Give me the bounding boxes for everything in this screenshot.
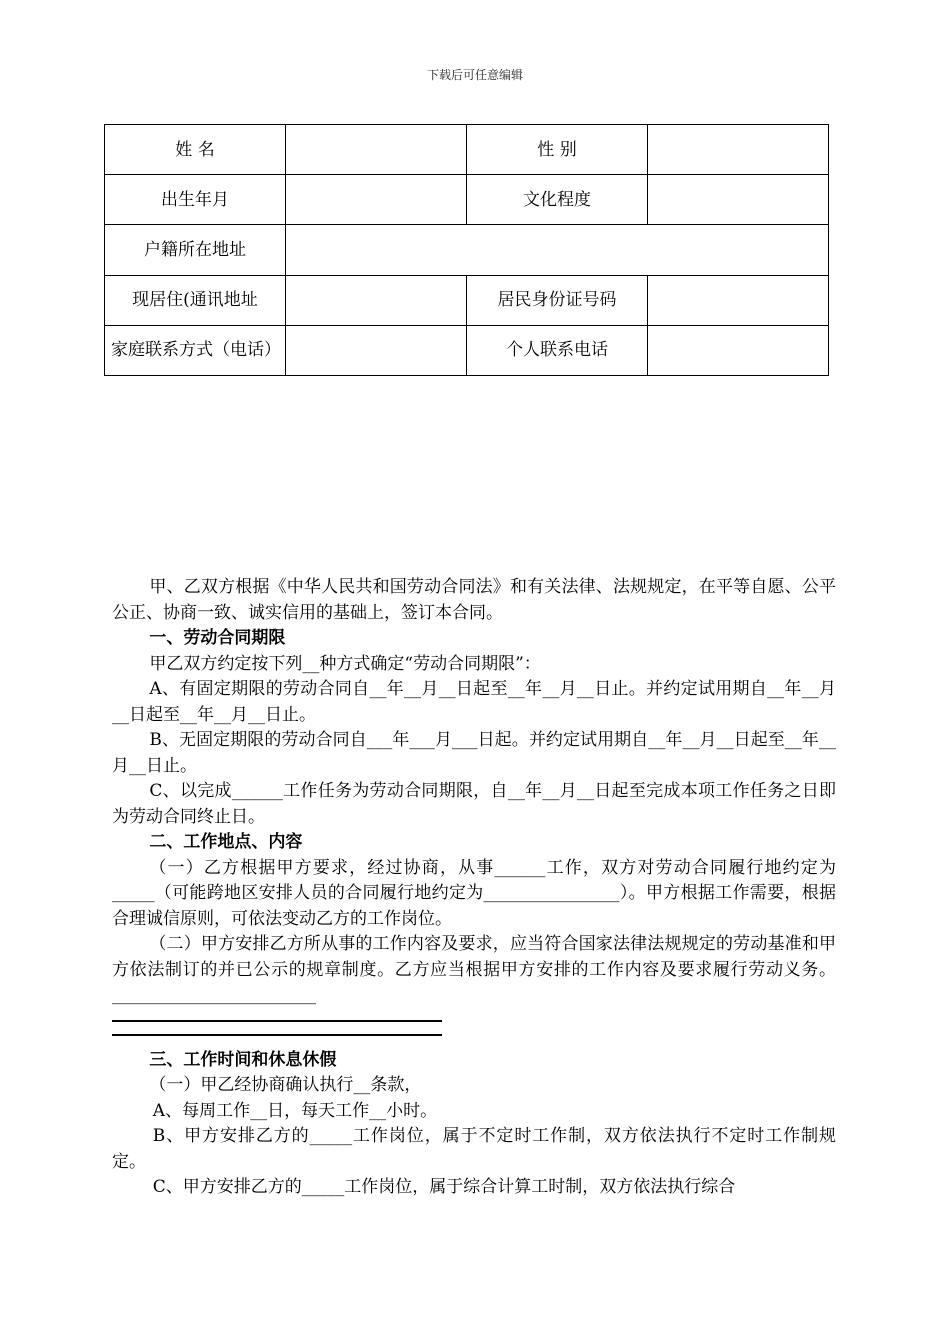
section-heading-2: 二、工作地点、内容 — [149, 832, 303, 852]
paragraph-hours-option: （一）甲乙经协商确认执行__条款， — [149, 1075, 422, 1095]
paragraph-hours-a: A、每周工作__日，每天工作__小时。 — [152, 1100, 438, 1121]
section-heading-3: 三、工作时间和休息休假 — [149, 1049, 337, 1070]
value-personal-phone[interactable] — [648, 325, 829, 375]
table-row — [105, 225, 829, 275]
paragraph-term-method: 甲乙双方约定按下列__种方式确定“劳动合同期限”： — [149, 653, 541, 674]
label-household-address: 户籍所在地址 — [105, 225, 286, 275]
blank-line — [112, 1034, 442, 1036]
label-personal-phone: 个人联系电话 — [467, 325, 648, 375]
value-current-address[interactable] — [286, 275, 467, 325]
personal-info-table — [104, 124, 829, 376]
paragraph-work-content: （二）甲方安排乙方所从事的工作内容及要求，应当符合国家法律法规规定的劳动基准和甲方依法制订的并已公示的规章制度。乙方应当根据甲方安排的工作内容及要求履行劳动义务。________________________ — [112, 934, 836, 1005]
table-row — [105, 325, 829, 375]
value-education[interactable] — [648, 175, 829, 225]
value-id-number[interactable] — [648, 275, 829, 325]
value-household-address[interactable] — [286, 225, 829, 275]
label-birth: 出生年月 — [105, 175, 286, 225]
paragraph-term-a: A、有固定期限的劳动合同自__年__月__日起至__年__月__日止。并约定试用期自__年__月__日起至__年__月__日止。 — [112, 679, 836, 725]
value-birth[interactable] — [286, 175, 467, 225]
paragraph-work-place: （一）乙方根据甲方要求，经过协商，从事______工作，双方对劳动合同履行地约定为_____（可能跨地区安排人员的合同履行地约定为________________）。甲方根据工作需要，根据合理诚信原则，可依法变动乙方的工作岗位。 — [112, 857, 836, 929]
table-row — [105, 275, 829, 325]
label-family-contact: 家庭联系方式（电话） — [105, 325, 286, 375]
value-gender[interactable] — [648, 125, 829, 175]
table-row — [105, 125, 829, 175]
paragraph-hours-b: B、甲方安排乙方的_____工作岗位，属于不定时工作制，双方依法执行不定时工作制规定。 — [112, 1126, 836, 1172]
label-education: 文化程度 — [467, 175, 648, 225]
label-current-address: 现居住(通讯地址 — [105, 275, 286, 325]
value-family-contact[interactable] — [286, 325, 467, 375]
paragraph-hours-c: C、甲方安排乙方的_____工作岗位，属于综合计算工时制，双方依法执行综合 — [152, 1177, 736, 1197]
paragraph-intro: 甲、乙双方根据《中华人民共和国劳动合同法》和有关法律、法规规定，在平等自愿、公平公正、协商一致、诚实信用的基础上，签订本合同。 — [112, 577, 836, 623]
table-row — [105, 175, 829, 225]
label-id-number: 居民身份证号码 — [467, 275, 648, 325]
blank-line — [112, 1020, 442, 1022]
paragraph-term-b: B、无固定期限的劳动合同自___年___月___日起。并约定试用期自__年__月__日起至__年__月__日止。 — [112, 730, 836, 776]
value-name[interactable] — [286, 125, 467, 175]
label-gender: 性 别 — [467, 125, 648, 175]
section-heading-1: 一、劳动合同期限 — [149, 628, 286, 648]
header-note: 下载后可任意编辑 — [426, 68, 523, 82]
contract-body — [112, 575, 836, 1201]
paragraph-term-c: C、以完成______工作任务为劳动合同期限，自__年__月__日起至完成本项工作任务之日即为劳动合同终止日。 — [112, 781, 836, 827]
label-name: 姓 名 — [105, 125, 286, 175]
